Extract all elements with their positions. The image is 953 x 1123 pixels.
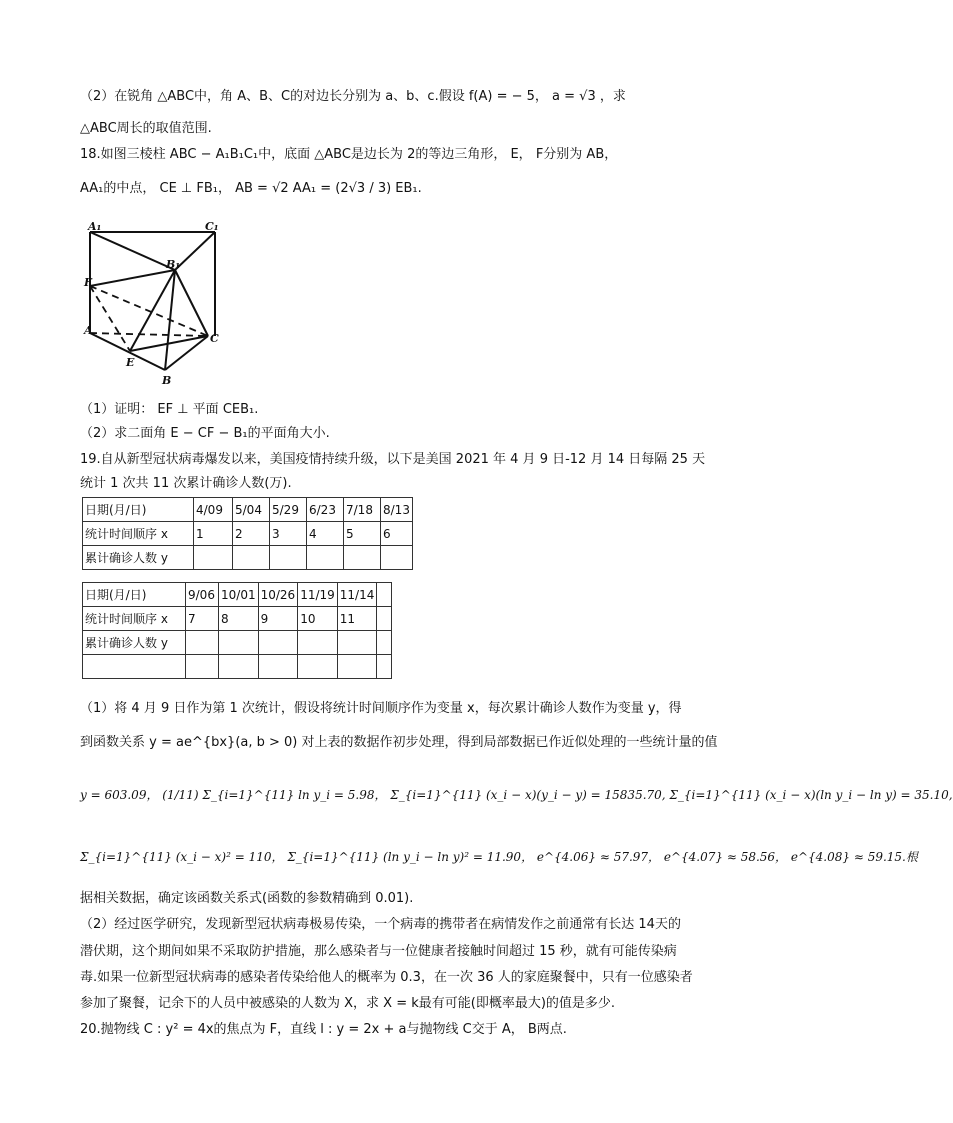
table-cell bbox=[186, 631, 219, 655]
q19-line1: 19.自从新型冠状病毒爆发以来，美国疫情持续升级，以下是美国 2021 年 4 月 9 日-12 月 14 日每隔 25 天 bbox=[80, 452, 706, 467]
table-cell: 6/23 bbox=[307, 498, 344, 522]
table-cell bbox=[307, 546, 344, 570]
table-cell bbox=[258, 631, 298, 655]
label-A: A bbox=[84, 324, 93, 337]
table-cell: 统计时间顺序 x bbox=[83, 607, 186, 631]
label-B: B bbox=[162, 374, 172, 387]
table-cell bbox=[377, 583, 392, 607]
table-row bbox=[83, 607, 392, 631]
label-A1: A₁ bbox=[88, 220, 102, 233]
table-row bbox=[83, 583, 392, 607]
prism-figure bbox=[80, 218, 230, 393]
table-cell: 9 bbox=[258, 607, 298, 631]
table-cell: 8/13 bbox=[381, 498, 413, 522]
table-cell bbox=[344, 546, 381, 570]
table-cell bbox=[186, 655, 219, 679]
table-cell: 11 bbox=[337, 607, 377, 631]
table-cell: 5 bbox=[344, 522, 381, 546]
table-cell: 11/14 bbox=[337, 583, 377, 607]
q19-part2-line4: 参加了聚餐，记余下的人员中被感染的人数为 X，求 X = k最有可能(即概率最大)的值是多少. bbox=[80, 996, 616, 1011]
table-cell bbox=[270, 546, 307, 570]
table-cell: 3 bbox=[270, 522, 307, 546]
table-cell: 9/06 bbox=[186, 583, 219, 607]
q19-part1-line3: 据相关数据，确定该函数关系式(函数的参数精确到 0.01). bbox=[80, 891, 414, 906]
data-table-2 bbox=[82, 582, 392, 679]
table-cell bbox=[377, 631, 392, 655]
table-cell: 统计时间顺序 x bbox=[83, 522, 194, 546]
table-cell bbox=[381, 546, 413, 570]
label-F: F bbox=[84, 276, 92, 289]
q18-part1: （1）证明： EF ⊥ 平面 CEB₁. bbox=[80, 402, 259, 417]
table-cell bbox=[219, 655, 259, 679]
table-cell: 4 bbox=[307, 522, 344, 546]
table-cell bbox=[219, 631, 259, 655]
table-cell: 日期(月/日) bbox=[83, 498, 194, 522]
q19-part2-line1: （2）经过医学研究，发现新型冠状病毒极易传染，一个病毒的携带者在病情发作之前通常有长达 14天的 bbox=[80, 917, 681, 932]
table-cell: 5/29 bbox=[270, 498, 307, 522]
table-cell: 6 bbox=[381, 522, 413, 546]
table-cell: 4/09 bbox=[194, 498, 233, 522]
table-cell: 10/26 bbox=[258, 583, 298, 607]
table-cell: 10/01 bbox=[219, 583, 259, 607]
table-cell: 8 bbox=[219, 607, 259, 631]
q18-part2: （2）求二面角 E − CF − B₁的平面角大小. bbox=[80, 426, 330, 441]
table-cell bbox=[258, 655, 298, 679]
table-row bbox=[83, 522, 413, 546]
table-cell: 7 bbox=[186, 607, 219, 631]
table-row bbox=[83, 655, 392, 679]
q17-part2-line1: （2）在锐角 △ABC中，角 A、B、C的对边长分别为 a、b、c.假设 f(A) = − 5， a = √3 ，求 bbox=[80, 89, 626, 104]
table-row bbox=[83, 631, 392, 655]
q19-line2: 统计 1 次共 11 次累计确诊人数(万). bbox=[80, 476, 292, 491]
table-cell bbox=[233, 546, 270, 570]
table-cell: 日期(月/日) bbox=[83, 583, 186, 607]
table-cell: 1 bbox=[194, 522, 233, 546]
label-E: E bbox=[126, 356, 135, 369]
q19-part1-line1: （1）将 4 月 9 日作为第 1 次统计，假设将统计时间顺序作为变量 x，每次累计确诊人数作为变量 y，得 bbox=[80, 701, 682, 716]
data-table-1 bbox=[82, 497, 413, 570]
table-cell bbox=[298, 655, 338, 679]
label-C1: C₁ bbox=[205, 220, 219, 233]
table-row bbox=[83, 498, 413, 522]
table-cell: 11/19 bbox=[298, 583, 338, 607]
label-B1: B₁ bbox=[166, 258, 181, 271]
table-cell bbox=[194, 546, 233, 570]
q17-part2-line2: △ABC周长的取值范围. bbox=[80, 121, 212, 136]
q18-line2: AA₁的中点， CE ⊥ FB₁， AB = √2 AA₁ = (2√3 / 3) EB₁. bbox=[80, 181, 422, 196]
table-cell bbox=[377, 607, 392, 631]
q19-part2-line2: 潜伏期，这个期间如果不采取防护措施，那么感染者与一位健康者接触时间超过 15 秒，就有可能传染病 bbox=[80, 944, 677, 959]
table-cell: 7/18 bbox=[344, 498, 381, 522]
table-cell bbox=[337, 655, 377, 679]
q18-line1: 18.如图三棱柱 ABC − A₁B₁C₁中，底面 △ABC是边长为 2的等边三角形， E， F分别为 AB， bbox=[80, 147, 618, 162]
q19-stats-line1: y = 603.09， (1/11) Σ_{i=1}^{11} ln y_i = 5.98， Σ_{i=1}^{11} (x_i − x)(y_i − y) = 15835.70, Σ_{i=1}^{11} (x_i − x)(ln y_i − ln y) = 35.10, bbox=[80, 788, 953, 802]
q19-stats-line2: Σ_{i=1}^{11} (x_i − x)² = 110， Σ_{i=1}^{11} (ln y_i − ln y)² = 11.90， e^{4.06} ≈ 57.97， e^{4.07} ≈ 58.56， e^{4.08} ≈ 59.15.根 bbox=[80, 850, 918, 864]
table-cell: 累计确诊人数 y bbox=[83, 631, 186, 655]
table-cell: 2 bbox=[233, 522, 270, 546]
q20-line1: 20.抛物线 C : y² = 4x的焦点为 F，直线 l : y = 2x + a与抛物线 C交于 A， B两点. bbox=[80, 1022, 567, 1037]
table-cell bbox=[298, 631, 338, 655]
q19-part1-line2: 到函数关系 y = ae^{bx}(a, b > 0) 对上表的数据作初步处理，得到局部数据已作近似处理的一些统计量的值 bbox=[80, 735, 718, 750]
table-cell bbox=[377, 655, 392, 679]
table-cell bbox=[337, 631, 377, 655]
q19-part2-line3: 毒.如果一位新型冠状病毒的感染者传染给他人的概率为 0.3，在一次 36 人的家庭聚餐中，只有一位感染者 bbox=[80, 970, 693, 985]
table-cell: 5/04 bbox=[233, 498, 270, 522]
table-cell: 10 bbox=[298, 607, 338, 631]
table-cell: 累计确诊人数 y bbox=[83, 546, 194, 570]
label-C: C bbox=[210, 332, 219, 345]
table-cell bbox=[83, 655, 186, 679]
table-row bbox=[83, 546, 413, 570]
